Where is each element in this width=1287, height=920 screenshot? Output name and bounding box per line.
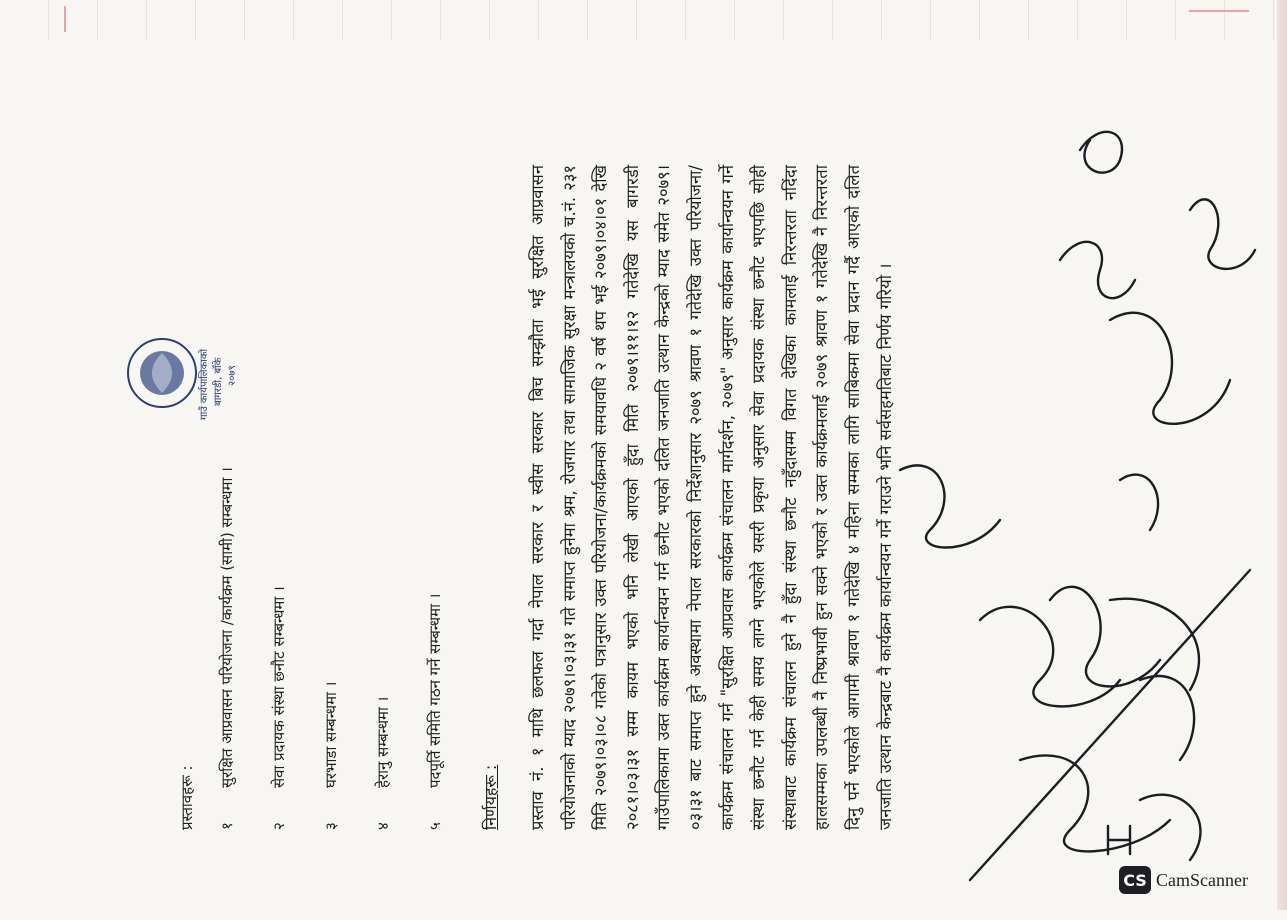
- decisions-heading: निर्णयहरू :: [481, 764, 500, 830]
- signature: [1190, 199, 1255, 269]
- agenda-item-text: घरभाडा सम्बन्धमा ।: [322, 681, 340, 788]
- signature: [1110, 313, 1230, 424]
- signature: [1120, 475, 1158, 530]
- agenda-item-number: ३: [322, 822, 340, 830]
- signature: [980, 607, 1120, 707]
- signature: [1080, 132, 1122, 173]
- agenda-item: [217, 467, 269, 830]
- agenda-item-number: ५: [426, 822, 444, 830]
- decision-text: प्रस्ताव नं. १ माथि छलफल गर्दा नेपाल सरकार र स्वीस सरकार बिच सम्झौता भई सुरक्षित आप्रवासन परियोजनाको म्याद २०७९।०३।३१ गते समाप्त हुनेमा श्रम, रोजगार तथा सामाजिक सुरक्षा मन्त्रालयको च.नं. २३१ मिति २०७९।०३।०८ गतेको पत्रानुसार उक्त परियोजना/कार्यक्रमको समयावधि २ वर्ष थप भई २०७९।०४।०१ देखि २०८१।०३।३१ सम्म कायम भएको भनि लेखी आएको हुँदा मिति २०७९।११।१२ गतेदेखि यस बागरडी गाउँपालिकामा उक्त कार्यक्रम कार्यान्वयन गर्न छनौट भएको दलित जनजाति उत्थान केन्द्रको म्याद समेत २०७९।०३।३१ बाट समाप्त हुने अवस्थामा नेपाल सरकारको निर्देशानुसार २०७९ श्रावण १ गतेदेखि उक्त परियोजना/कार्यक्रम संचालन गर्न "सुरक्षित आप्रवास कार्यक्रम संचालन मार्गदर्शन, २०७९" अनुसार कार्यक्रम कार्यान्वयन गर्ने संस्था छनौट गर्न केही समय लाग्ने भएकोले यसरी प्रकृया अनुसार सेवा प्रदायक संस्था छनौट भएपछि सोही संस्थाबाट कार्यक्रम संचालन हुने नै हुँदा संस्था छनौट नहुँदासम्म विगत देखिका कामलाई निरन्तरता नदिंदा हालसम्मका उपलब्धी नै निष्प्रभावी हुन सक्ने भएको र उक्त कार्यक्रमलाई २०७९ श्रावण १ गतेदेखि नै निरन्तरता दिनु पर्ने भएकोले आगामी श्रावण १ गतेदेखि ४ महिना सम्मका लागि साबिकमा सेवा प्रदान गर्दै आएको दलित जनजाति उत्थान केन्द्रबाट नै कार्यक्रम कार्यान्वयन गर्ने गराउने भनि सर्वसहमतिबाट निर्णय गरियो ।: [528, 165, 895, 830]
- signature: [1020, 755, 1170, 851]
- agenda-item-text: सेवा प्रदायक संस्था छनौट सम्बन्धमा ।: [270, 586, 288, 788]
- agenda-heading: प्रस्तावहरू :: [178, 765, 196, 830]
- seal-location-text: बागरडी, बाँके: [213, 357, 224, 406]
- camscanner-logo-icon: CS: [1119, 866, 1151, 894]
- agenda-item-number: १: [218, 822, 236, 830]
- signature: [1108, 826, 1130, 854]
- camscanner-label: CamScanner: [1156, 870, 1248, 890]
- agenda-item-text: पदपूर्ति समिति गठन गर्ने सम्बन्धमा ।: [426, 593, 444, 788]
- office-seal: [102, 298, 252, 448]
- agenda-item: [321, 467, 373, 830]
- seal-office-text: गाउँ कार्यपालिकाको: [199, 348, 210, 420]
- signature: [1060, 242, 1135, 298]
- signature: [1140, 795, 1200, 860]
- seal-year-text: २०७९: [227, 365, 238, 386]
- agenda-item-text: सुरक्षित आप्रवासन परियोजना /कार्यक्रम (सामी) सम्बन्धमा ।: [218, 467, 236, 788]
- agenda-list: [217, 467, 477, 830]
- agenda-item: [425, 467, 477, 830]
- agenda-item-number: २: [270, 822, 288, 830]
- margin-mark: [64, 6, 66, 32]
- agenda-item-number: ४: [374, 822, 392, 830]
- margin-mark: [1189, 10, 1249, 12]
- agenda-item: [373, 467, 425, 830]
- signature: [900, 465, 1000, 547]
- signature-initial: [1100, 820, 1140, 860]
- agenda-item: [269, 467, 321, 830]
- page-top-edge: [0, 0, 1287, 40]
- agenda-item-text: हेरानु सम्बन्धमा ।: [374, 696, 392, 788]
